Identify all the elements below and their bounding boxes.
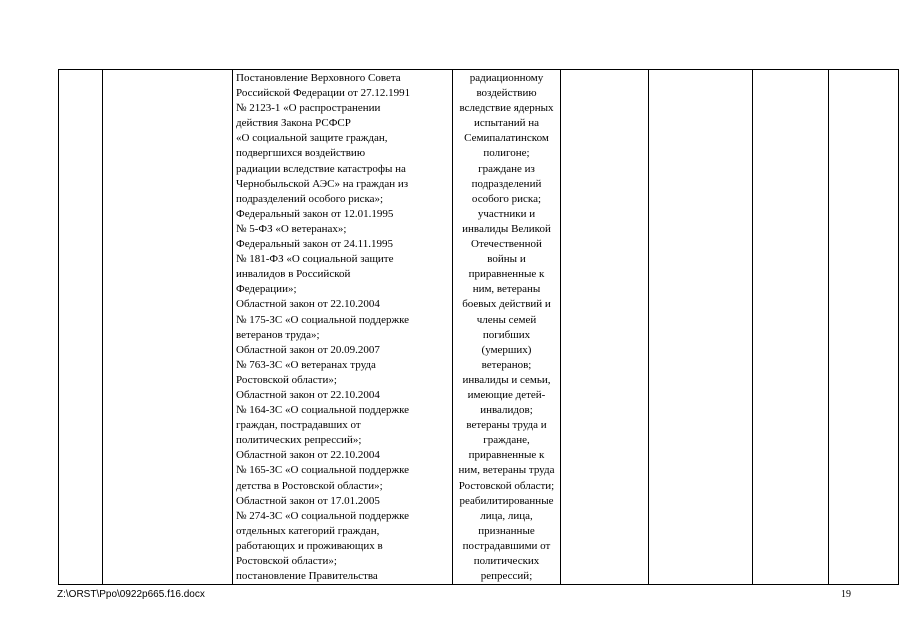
category-line: ветеранов; [481, 358, 532, 371]
legal-basis-line: детства в Ростовской области»; [236, 479, 383, 492]
legal-basis-line: № 2123-1 «О распространении [236, 102, 381, 115]
category-line: войны и [487, 253, 526, 266]
category-line: имеющие детей- [467, 388, 546, 401]
category-line: вследствие ядерных [459, 102, 554, 115]
footer-file-path: Z:\ORST\Ppo\0922p665.f16.docx [57, 589, 205, 600]
legal-basis-line: Постановление Верховного Совета [236, 72, 401, 84]
legal-basis-line: Федерации»; [236, 283, 297, 296]
category-line: подразделений [471, 177, 542, 190]
cell-empty-6 [649, 70, 753, 585]
legal-basis-line: Областной закон от 22.10.2004 [236, 388, 380, 401]
category-line: члены семей [476, 313, 537, 326]
legal-basis-line: № 164-ЗС «О социальной поддержке [236, 404, 410, 417]
category-line: лица, лица, [480, 509, 533, 522]
legal-basis-line: Ростовской области»; [236, 373, 337, 386]
legal-basis-line: Ростовской области»; [236, 555, 337, 567]
legal-basis-line: Российской Федерации от 27.12.1991 [236, 87, 411, 100]
legal-basis-line: № 274-ЗС «О социальной поддержке [236, 509, 410, 522]
cell-number [59, 70, 103, 585]
legal-basis-line: подразделений особого риска»; [236, 192, 384, 205]
cell-name [103, 70, 233, 585]
legal-basis-line: Областной закон от 22.10.2004 [236, 298, 380, 311]
legal-basis-line: действия Закона РСФСР [236, 117, 351, 130]
legal-basis-line: «О социальной защите граждан, [236, 132, 388, 145]
legal-basis-line: граждан, пострадавших от [236, 419, 361, 432]
table-row [59, 70, 899, 585]
legal-basis-line: Областной закон от 22.10.2004 [236, 449, 380, 462]
category-line: политических [473, 555, 540, 567]
cell-recipient-categories [453, 70, 561, 585]
category-line: Семипалатинском [464, 132, 549, 145]
category-line: Отечественной [471, 238, 542, 251]
category-line: приравненные к [468, 449, 545, 462]
category-line: (умерших) [481, 343, 532, 356]
legal-basis-line: инвалидов в Российской [236, 268, 351, 281]
category-line: погибших [482, 328, 531, 341]
legal-basis-line: № 763-ЗС «О ветеранах труда [236, 358, 376, 371]
category-line: ветераны труда и [466, 419, 547, 432]
legal-basis-line: радиации вследствие катастрофы на [236, 162, 406, 175]
category-line: инвалидов; [480, 404, 533, 417]
legal-basis-line: Областной закон от 20.09.2007 [236, 343, 380, 356]
category-line: воздействию [476, 87, 537, 100]
legal-basis-line: работающих и проживающих в [236, 539, 383, 552]
legal-basis-line: отдельных категорий граждан, [236, 524, 380, 537]
category-line: признанные [478, 524, 535, 537]
category-line: приравненные к [468, 268, 545, 281]
legal-basis-line: № 5-ФЗ «О ветеранах»; [236, 222, 347, 235]
category-line: пострадавшими от [462, 539, 551, 552]
legal-basis-line: политических репрессий»; [236, 434, 362, 447]
category-line: участники и [477, 207, 536, 220]
document-table [58, 69, 899, 585]
category-line: граждане, [483, 434, 530, 447]
legal-basis-line: подвергшихся воздействию [236, 147, 366, 160]
category-line: Ростовской области; [458, 479, 555, 492]
category-line: полигоне; [483, 147, 530, 160]
legal-basis-line: № 175-ЗС «О социальной поддержке [236, 313, 410, 326]
category-line: ним, ветераны труда [458, 464, 555, 477]
legal-basis-line: Областной закон от 17.01.2005 [236, 494, 380, 507]
legal-basis-line: № 165-ЗС «О социальной поддержке [236, 464, 410, 477]
legal-basis-line: постановление Правительства [236, 570, 378, 583]
category-line: испытаний на [473, 117, 540, 130]
legal-basis-line: ветеранов труда»; [236, 328, 320, 341]
category-line: радиационному [469, 72, 544, 84]
cell-empty-7 [753, 70, 829, 585]
category-line: ним, ветераны [472, 283, 541, 296]
category-line: особого риска; [471, 192, 542, 205]
legal-basis-line: Чернобыльской АЭС» на граждан из [236, 177, 409, 190]
legal-basis-line: Федеральный закон от 12.01.1995 [236, 207, 394, 220]
cell-legal-basis [233, 70, 453, 585]
category-line: репрессий; [480, 570, 533, 583]
category-line: инвалиды Великой [462, 222, 551, 235]
cell-empty-5 [561, 70, 649, 585]
legal-basis-line: Федеральный закон от 24.11.1995 [236, 238, 393, 251]
legal-basis-line: № 181-ФЗ «О социальной защите [236, 253, 394, 266]
category-line: боевых действий и [462, 298, 551, 311]
cell-empty-8 [829, 70, 899, 585]
category-line: инвалиды и семьи, [462, 373, 551, 386]
category-line: реабилитированные [459, 494, 554, 507]
page-number: 19 [841, 589, 851, 600]
category-line: граждане из [478, 162, 535, 175]
